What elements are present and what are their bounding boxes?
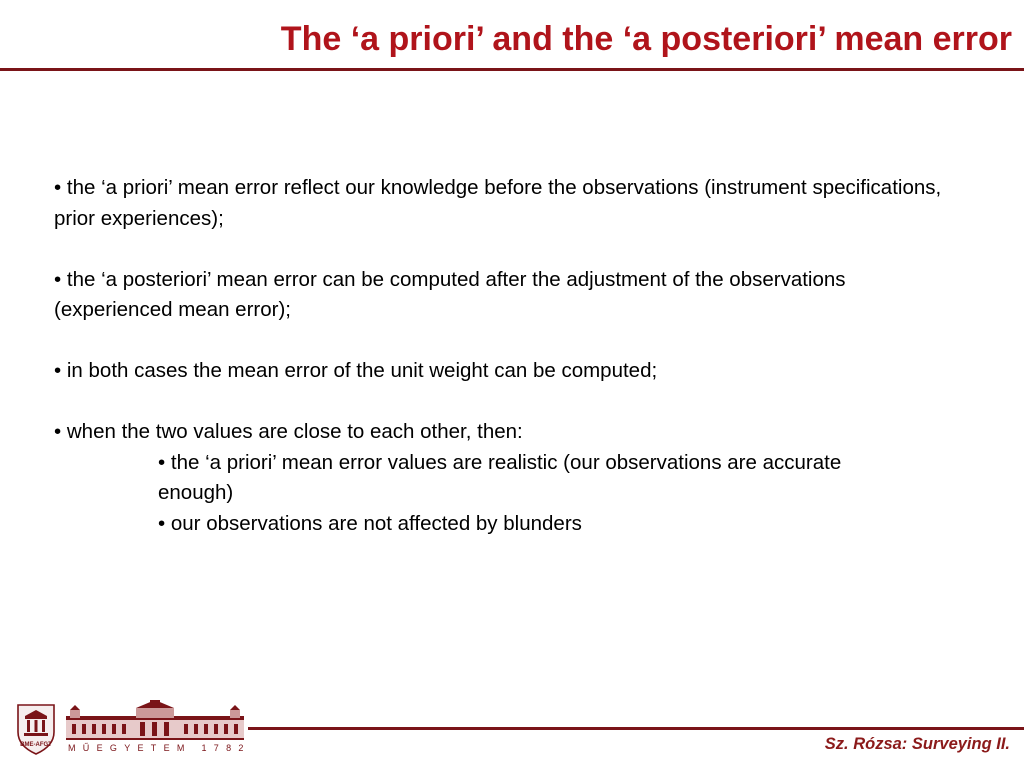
sub-bullet-realistic: • the ‘a priori’ mean error values are realistic (our observations are accurate enough) — [158, 450, 842, 504]
sub-bullet-no-blunders: • our observations are not affected by blunders — [158, 511, 582, 535]
title-divider — [0, 68, 1024, 71]
spacer — [54, 234, 954, 265]
spacer — [54, 326, 954, 357]
slide-body — [54, 173, 954, 539]
university-building-logo — [66, 700, 244, 742]
bme-afgt-crest-logo — [12, 702, 60, 758]
university-label: MŰEGYETEM 1782 — [68, 743, 251, 753]
bullet-close-values: • when the two values are close to each other, then: — [54, 420, 523, 443]
slide-title: The ‘a priori’ and the ‘a posteriori’ mean error — [280, 20, 1012, 58]
footer-author: Sz. Rózsa: Surveying II. — [824, 735, 1010, 753]
bullet-unit-weight: • in both cases the mean error of the unit weight can be computed; — [54, 359, 658, 382]
footer-divider — [248, 727, 1024, 730]
bullet-a-priori: • the ‘a priori’ mean error reflect our knowledge before the observations (instrument specifications, prior experiences); — [54, 176, 942, 230]
spacer — [54, 387, 954, 418]
crest-caption: BME-AFGT — [20, 742, 52, 748]
bullet-a-posteriori: • the ‘a posteriori’ mean error can be computed after the adjustment of the observations (experienced mean error); — [54, 267, 846, 321]
